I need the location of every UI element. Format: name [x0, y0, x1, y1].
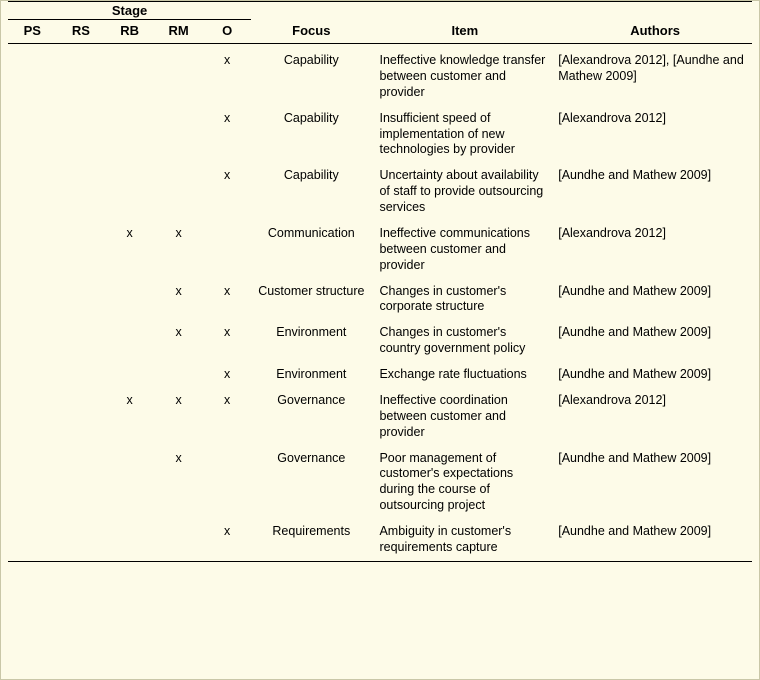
cell-authors: [Aundhe and Mathew 2009] [558, 325, 712, 340]
stage-mark-rb [105, 279, 154, 321]
stage-mark-rb [105, 106, 154, 164]
stage-mark-ps [8, 221, 57, 279]
table-row [8, 388, 752, 446]
stage-mark-ps [8, 446, 57, 520]
stage-mark-ps [8, 163, 57, 221]
stage-group-header-row [8, 2, 752, 20]
stage-mark-rm: x [175, 392, 182, 407]
stage-group-label: Stage [8, 2, 251, 20]
table-row [8, 446, 752, 520]
stage-mark-ps [8, 519, 57, 561]
cell-authors: [Aundhe and Mathew 2009] [558, 450, 712, 465]
column-header-focus: Focus [292, 23, 331, 38]
table-row [8, 221, 752, 279]
column-header-o: O [222, 23, 233, 38]
cell-item: Uncertainty about availability of staff to provide outsourcing services [379, 168, 544, 214]
stage-mark-rs [57, 519, 106, 561]
stage-mark-ps [8, 320, 57, 362]
column-header-ps: PS [23, 23, 41, 38]
column-header-row [8, 20, 752, 44]
cell-focus: Capability [283, 53, 339, 67]
stage-mark-rs [57, 388, 106, 446]
cell-focus: Communication [267, 225, 355, 240]
stage-mark-rb [105, 320, 154, 362]
column-header-item: Item [451, 23, 479, 38]
cell-focus: Environment [276, 325, 347, 340]
cell-item: Ineffective knowledge transfer between customer and provider [379, 53, 546, 99]
table-row [8, 279, 752, 321]
column-header-rm: RM [168, 23, 189, 38]
cell-authors: [Aundhe and Mathew 2009] [558, 168, 712, 183]
table-header [8, 2, 752, 49]
stage-mark-rm: x [175, 325, 182, 340]
item-group-spacer [371, 2, 550, 20]
stage-mark-o: x [224, 110, 231, 125]
column-header-authors: Authors [630, 23, 681, 38]
table-bottom-rule [8, 561, 752, 562]
stage-mark-ps [8, 388, 57, 446]
cell-item: Exchange rate fluctuations [379, 367, 527, 381]
stage-mark-ps [8, 279, 57, 321]
cell-authors: [Alexandrova 2012] [558, 225, 666, 240]
risk-table [8, 1, 752, 562]
cell-authors: [Alexandrova 2012] [558, 110, 666, 125]
table-row [8, 48, 752, 106]
stage-mark-o: x [224, 168, 231, 183]
stage-mark-rb: x [126, 392, 133, 407]
stage-mark-rb [105, 48, 154, 106]
stage-mark-o: x [224, 283, 231, 298]
stage-mark-rm [154, 362, 203, 388]
stage-mark-o [203, 446, 251, 520]
cell-item: Ineffective coordination between customer and provider [379, 392, 508, 439]
stage-mark-rs [57, 106, 106, 164]
column-header-rb: RB [120, 23, 140, 38]
cell-item: Changes in customer's corporate structure [379, 283, 507, 314]
cell-item: Ambiguity in customer's requirements capture [379, 524, 512, 554]
stage-mark-ps [8, 362, 57, 388]
column-header-rs: RS [71, 23, 90, 38]
stage-mark-rm: x [175, 225, 182, 240]
stage-mark-rs [57, 362, 106, 388]
stage-mark-ps [8, 48, 57, 106]
stage-mark-o: x [224, 392, 231, 407]
cell-focus: Capability [283, 110, 339, 125]
stage-mark-rs [57, 48, 106, 106]
stage-mark-rs [57, 446, 106, 520]
table-row [8, 362, 752, 388]
table-row [8, 163, 752, 221]
cell-authors: [Alexandrova 2012], [Aundhe and Mathew 2009] [558, 53, 744, 83]
stage-mark-rb [105, 446, 154, 520]
cell-authors: [Aundhe and Mathew 2009] [558, 367, 712, 381]
stage-mark-o: x [224, 53, 231, 67]
cell-authors: [Aundhe and Mathew 2009] [558, 283, 712, 298]
cell-authors: [Alexandrova 2012] [558, 392, 666, 407]
cell-focus: Customer structure [258, 283, 365, 298]
stage-mark-rb [105, 519, 154, 561]
cell-item: Poor management of customer's expectations during the course of outsourcing project [379, 450, 514, 513]
stage-mark-rb [105, 163, 154, 221]
cell-focus: Governance [277, 450, 346, 465]
stage-mark-o: x [224, 367, 231, 381]
cell-focus: Environment [276, 367, 347, 381]
stage-mark-o [203, 221, 251, 279]
stage-mark-rb: x [126, 225, 133, 240]
stage-mark-rm [154, 163, 203, 221]
table-footer [8, 561, 752, 562]
cell-focus: Capability [283, 168, 339, 183]
stage-mark-rm [154, 519, 203, 561]
cell-item: Insufficient speed of implementation of new technologies by provider [379, 110, 515, 157]
table-body [8, 48, 752, 561]
stage-mark-rs [57, 279, 106, 321]
stage-mark-rs [57, 221, 106, 279]
focus-group-spacer [251, 2, 371, 20]
cell-focus: Requirements [272, 524, 351, 538]
table-row [8, 106, 752, 164]
stage-mark-rm [154, 48, 203, 106]
authors-group-spacer [550, 2, 752, 20]
stage-mark-rb [105, 362, 154, 388]
stage-mark-rm [154, 106, 203, 164]
stage-mark-o: x [224, 325, 231, 340]
cell-item: Changes in customer's country government policy [379, 325, 526, 356]
stage-mark-ps [8, 106, 57, 164]
cell-focus: Governance [277, 392, 346, 407]
stage-mark-rm: x [175, 283, 182, 298]
table-row [8, 320, 752, 362]
stage-mark-rm: x [175, 450, 182, 465]
table-row [8, 519, 752, 561]
stage-mark-rs [57, 320, 106, 362]
cell-item: Ineffective communications between customer and provider [379, 225, 531, 272]
cell-authors: [Aundhe and Mathew 2009] [558, 524, 712, 538]
stage-mark-rs [57, 163, 106, 221]
stage-mark-o: x [224, 524, 231, 538]
